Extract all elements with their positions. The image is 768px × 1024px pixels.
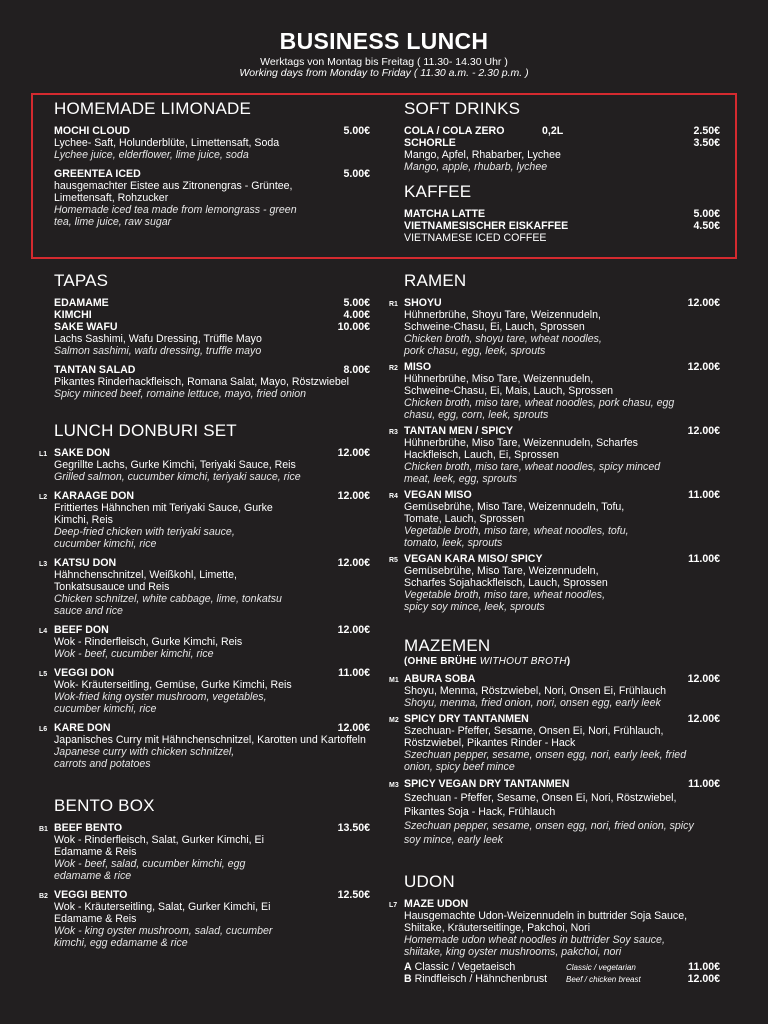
item-name: EDAMAME: [54, 297, 109, 309]
menu-item: [54, 297, 370, 309]
item-description-en: Mango, apple, rhubarb, lychee: [404, 161, 548, 173]
section-heading: KAFFEE: [404, 182, 472, 201]
page-title: BUSINESS LUNCH: [279, 28, 489, 54]
item-price: 12.50€: [337, 889, 370, 901]
opening-hours-de: Werktags von Montag bis Freitag ( 11.30- 14.30 Uhr ): [260, 56, 508, 68]
item-code: L5: [39, 671, 48, 678]
item-description-de: Japanisches Curry mit Hähnchenschnitzel, Karotten und Kartoffeln: [54, 734, 366, 746]
item-price: 5.00€: [343, 168, 370, 180]
item-name: TANTAN MEN / SPICY: [404, 425, 514, 437]
item-code: L3: [39, 561, 48, 568]
option-label-en: Classic / vegetarian: [566, 963, 636, 972]
item-description-en: Szechuan pepper, sesame, onsen egg, nori, fried onion, spicy soy mince, early leek: [404, 820, 694, 846]
item-description-de: Szechuan - Pfeffer, Sesame, Onsen Ei, Nori, Röstzwiebel, Pikantes Soja - Hack, Frühlauch: [404, 792, 677, 818]
subtitle-de: (OHNE BRÜHE: [404, 656, 477, 667]
item-name: VEGGI BENTO: [54, 889, 128, 901]
section-bento: [39, 796, 370, 949]
menu-item: [389, 425, 720, 485]
item-price: 13.50€: [337, 822, 370, 834]
item-price: 4.00€: [343, 309, 370, 321]
section-tapas: [54, 271, 370, 400]
item-price: 12.00€: [337, 447, 370, 459]
item-price: 12.00€: [337, 557, 370, 569]
item-price: 12.00€: [687, 425, 720, 437]
item-size: 0,2L: [542, 125, 564, 137]
section-heading: UDON: [404, 872, 455, 891]
menu-item: [389, 673, 720, 709]
item-description-de: Hausgemachte Udon-Weizennudeln in buttrider Soja Sauce, Shiitake, Kräuterseitlinge, Pakchoi, Nori: [404, 910, 688, 934]
item-price: 12.00€: [687, 361, 720, 373]
item-price: 12.00€: [337, 722, 370, 734]
item-description-de: Lachs Sashimi, Wafu Dressing, Trüffle Mayo: [54, 333, 262, 345]
menu-item: [389, 361, 720, 421]
section-limonade: [54, 99, 370, 228]
subtitle-en: WITHOUT BROTH: [479, 656, 567, 667]
item-price: 8.00€: [343, 364, 370, 376]
item-code: R4: [389, 493, 398, 500]
item-price: 11.00€: [688, 553, 720, 565]
item-description-en: Chicken schnitzel, white cabbage, lime, tonkatsu sauce and rice: [54, 593, 282, 617]
item-description-de: Wok - Kräuterseitling, Salat, Gurker Kimchi, Ei Edamame & Reis: [54, 901, 271, 925]
menu-item: [39, 490, 370, 550]
item-price: 5.00€: [343, 125, 370, 137]
option-label: Classic / Vegetaeisch: [414, 961, 516, 973]
item-code: R5: [389, 557, 398, 564]
item-description-en: Vegetable broth, miso tare, wheat noodles, spicy soy mince, leek, sprouts: [404, 589, 606, 613]
item-name: VEGAN KARA MISO/ SPICY: [404, 553, 543, 565]
item-price: 4.50€: [693, 220, 720, 232]
item-name: KARAAGE DON: [54, 490, 135, 502]
item-description-en: Homemade iced tea made from lemongrass - green tea, lime juice, raw sugar: [54, 204, 297, 228]
item-code: M2: [389, 717, 399, 724]
section-heading: BENTO BOX: [54, 796, 155, 815]
item-description-de: Hühnerbrühe, Miso Tare, Weizennudeln, Schweine-Chasu, Ei, Mais, Lauch, Sprossen: [404, 373, 614, 397]
menu-item: [39, 722, 370, 770]
menu-item: [39, 624, 370, 660]
item-description-de: Gemüsebrühe, Miso Tare, Weizennudeln, Tofu, Tomate, Lauch, Sprossen: [404, 501, 625, 525]
item-description-en: Grilled salmon, cucumber kimchi, teriyaki sauce, rice: [54, 471, 301, 483]
item-description-de: Frittiertes Hähnchen mit Teriyaki Sauce, Gurke Kimchi, Reis: [54, 502, 273, 526]
menu-item: [389, 713, 720, 773]
item-name: SAKE WAFU: [54, 321, 118, 333]
item-price: 12.00€: [337, 490, 370, 502]
menu-item: [54, 309, 370, 321]
item-description-de: Pikantes Rinderhackfleisch, Romana Salat, Mayo, Röstzwiebel: [54, 376, 349, 388]
menu-item: [54, 168, 370, 228]
item-name: VIETNAMESISCHER EISKAFFEE: [404, 220, 569, 232]
item-name: VEGGI DON: [54, 667, 115, 679]
udon-option: [404, 973, 720, 985]
item-description-en: Wok - beef, cucumber kimchi, rice: [54, 648, 214, 660]
item-description-en: Homemade udon wheat noodles in buttrider Soy sauce, shiitake, king oyster mushrooms, pakchoi, nori: [404, 934, 665, 958]
section-heading: LUNCH DONBURI SET: [54, 421, 237, 440]
menu-item: [389, 297, 720, 357]
item-name: MATCHA LATTE: [404, 208, 486, 220]
item-price: 11.00€: [688, 778, 720, 790]
subtitle-close: ): [566, 656, 571, 667]
menu-item: [39, 447, 370, 483]
item-price: 3.50€: [693, 137, 720, 149]
section-udon: [389, 872, 720, 985]
menu-item: [404, 125, 720, 137]
item-name: SPICY VEGAN DRY TANTANMEN: [404, 778, 570, 790]
item-description-de: Gegrillte Lachs, Gurke Kimchi, Teriyaki Sauce, Reis: [54, 459, 296, 471]
item-price: 12.00€: [687, 713, 720, 725]
menu-item: [39, 889, 370, 949]
item-name: KIMCHI: [54, 309, 92, 321]
item-description-en: Chicken broth, miso tare, wheat noodles, spicy minced meat, leek, egg, sprouts: [404, 461, 661, 485]
item-name: SPICY DRY TANTANMEN: [404, 713, 529, 725]
item-name: SCHORLE: [404, 137, 456, 149]
menu-item: [389, 553, 720, 613]
item-code: L4: [39, 628, 48, 635]
item-description-en: Wok-fried king oyster mushroom, vegetables, cucumber kimchi, rice: [54, 691, 267, 715]
item-description-de: Hühnerbrühe, Miso Tare, Weizennudeln, Scharfes Hackfleisch, Lauch, Ei, Sprossen: [404, 437, 638, 461]
item-code: M3: [389, 782, 399, 789]
option-label-en: Beef / chicken breast: [566, 975, 641, 984]
item-description-en: Spicy minced beef, romaine lettuce, mayo, fried onion: [54, 388, 307, 400]
item-description-en: Wok - king oyster mushroom, salad, cucumber kimchi, egg edamame & rice: [54, 925, 273, 949]
menu-item: [39, 667, 370, 715]
menu-item: [404, 208, 720, 220]
item-price: 12.00€: [337, 624, 370, 636]
section-heading: TAPAS: [54, 271, 109, 290]
item-description-de: hausgemachter Eistee aus Zitronengras - Grüntee, Limettensaft, Rohzucker: [54, 180, 293, 204]
item-description-de: Hühnerbrühe, Shoyu Tare, Weizennudeln, Schweine-Chasu, Ei, Lauch, Sprossen: [404, 309, 601, 333]
item-name: MOCHI CLOUD: [54, 125, 130, 137]
menu-item: [54, 364, 370, 400]
item-code: L1: [39, 451, 48, 458]
option-letter: B: [404, 973, 412, 985]
item-name: ABURA SOBA: [404, 673, 476, 685]
item-price: 11.00€: [338, 667, 370, 679]
option-price: 12.00€: [687, 973, 720, 985]
item-description-en: Deep-fried chicken with teriyaki sauce, cucumber kimchi, rice: [54, 526, 235, 550]
item-name: VEGAN MISO: [404, 489, 472, 501]
item-code: B1: [39, 826, 48, 833]
section-title: MAZEMEN: [404, 636, 491, 655]
item-description-de: Szechuan- Pfeffer, Sesame, Onsen Ei, Nori, Frühlauch, Röstzwiebel, Pikantes Rinder - Hack: [404, 725, 664, 749]
item-code: R3: [389, 429, 398, 436]
item-price: 11.00€: [688, 489, 720, 501]
item-name: KARE DON: [54, 722, 111, 734]
menu-item: [404, 220, 720, 244]
item-price: 5.00€: [693, 208, 720, 220]
item-code: R1: [389, 301, 398, 308]
item-description-de: Wok- Kräuterseitling, Gemüse, Gurke Kimchi, Reis: [54, 679, 292, 691]
item-code: M1: [389, 677, 399, 684]
opening-hours-en: Working days from Monday to Friday ( 11.30 a.m. - 2.30 p.m. ): [239, 67, 529, 79]
menu-item: [389, 489, 720, 549]
item-name: SHOYU: [404, 297, 442, 309]
item-description-en: Chicken broth, miso tare, wheat noodles, pork chasu, egg chasu, egg, corn, leek, sprouts: [404, 397, 675, 421]
item-description-en: Wok - beef, salad, cucumber kimchi, egg edamame & rice: [54, 858, 246, 882]
menu-item: [389, 898, 720, 958]
section-soft-drinks: [404, 99, 720, 244]
item-price: 12.00€: [687, 297, 720, 309]
menu-item: [39, 557, 370, 617]
item-description-en: Lychee juice, elderflower, lime juice, soda: [54, 149, 249, 161]
option-letter: A: [404, 961, 412, 973]
item-description-de: Mango, Apfel, Rhabarber, Lychee: [404, 149, 561, 161]
item-name: BEEF DON: [54, 624, 109, 636]
item-description-de: Wok - Rinderfleisch, Gurke Kimchi, Reis: [54, 636, 243, 648]
option-price: 11.00€: [688, 961, 720, 973]
menu-item: [389, 777, 720, 847]
item-description-de: Shoyu, Menma, Röstzwiebel, Nori, Onsen Ei, Frühlauch: [404, 685, 667, 697]
item-name: MISO: [404, 361, 432, 373]
item-name: BEEF BENTO: [54, 822, 123, 834]
section-heading: [404, 636, 720, 667]
item-name: GREENTEA ICED: [54, 168, 141, 180]
section-heading: RAMEN: [404, 271, 467, 290]
item-name: COLA / COLA ZERO: [404, 125, 505, 137]
item-description-de: Gemüsebrühe, Miso Tare, Weizennudeln, Scharfes Sojahackfleisch, Lauch, Sprossen: [404, 565, 608, 589]
item-name: KATSU DON: [54, 557, 117, 569]
item-description-en: Salmon sashimi, wafu dressing, truffle mayo: [54, 345, 262, 357]
item-description-de: VIETNAMESE ICED COFFEE: [404, 232, 547, 244]
item-description-en: Vegetable broth, miso tare, wheat noodles, tofu, tomato, leek, sprouts: [404, 525, 629, 549]
menu-item: [404, 137, 720, 173]
option-label: Rindfleisch / Hähnchenbrust: [414, 973, 548, 985]
item-code: R2: [389, 365, 398, 372]
item-description-de: Lychee- Saft, Holunderblüte, Limettensaft, Soda: [54, 137, 280, 149]
item-price: 10.00€: [337, 321, 370, 333]
item-description-de: Wok - Rinderfleisch, Salat, Gurker Kimchi, Ei Edamame & Reis: [54, 834, 264, 858]
item-code: B2: [39, 893, 48, 900]
item-description-en: Japanese curry with chicken schnitzel, carrots and potatoes: [54, 746, 235, 770]
item-description-en: Chicken broth, shoyu tare, wheat noodles, pork chasu, egg, leek, sprouts: [404, 333, 602, 357]
item-name: TANTAN SALAD: [54, 364, 136, 376]
item-description-de: Hähnchenschnitzel, Weißkohl, Limette, Tonkatsusauce und Reis: [54, 569, 237, 593]
item-code: L6: [39, 726, 48, 733]
item-name: MAZE UDON: [404, 898, 469, 910]
item-price: 5.00€: [343, 297, 370, 309]
item-price: 12.00€: [687, 673, 720, 685]
item-code: L7: [389, 902, 398, 909]
udon-option: [404, 961, 720, 973]
item-price: 2.50€: [693, 125, 720, 137]
section-heading: HOMEMADE LIMONADE: [54, 99, 252, 118]
menu-item: [54, 321, 370, 357]
section-ramen: [389, 271, 720, 613]
item-description-en: Shoyu, menma, fried onion, nori, onsen egg, early leek: [404, 697, 661, 709]
menu-header: [0, 28, 768, 79]
section-subtitle: [404, 656, 720, 667]
section-donburi: [39, 421, 370, 770]
section-heading: SOFT DRINKS: [404, 99, 521, 118]
item-code: L2: [39, 494, 48, 501]
menu-item: [54, 125, 370, 161]
item-name: SAKE DON: [54, 447, 110, 459]
item-description-en: Szechuan pepper, sesame, onsen egg, nori, early leek, fried onion, spicy beef mince: [404, 749, 687, 773]
menu-item: [39, 822, 370, 882]
section-mazemen: [389, 636, 720, 847]
